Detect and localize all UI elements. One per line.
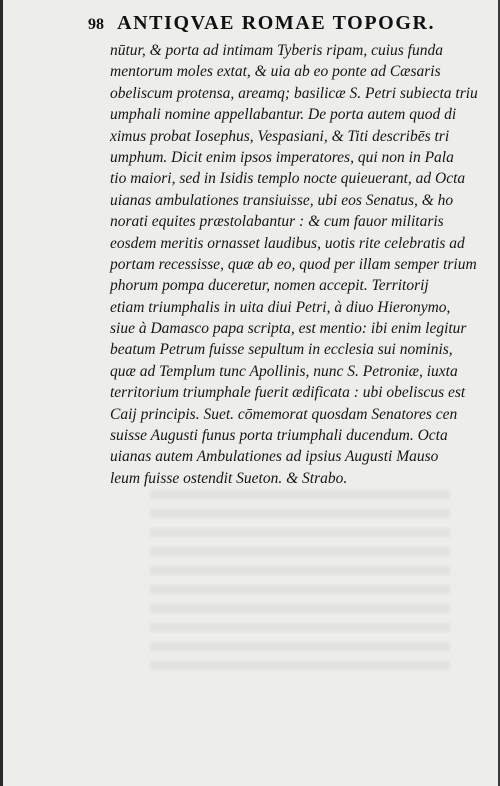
text-line: uianas ambulationes transiuisse, ubi eos Senatus, & ho — [110, 191, 454, 209]
page-edge-left — [0, 0, 3, 786]
text-line: etiam triumphalis in uita diui Petri, à diuo Hieronymo, — [110, 298, 451, 316]
text-line: obeliscum protensa, areamq; basilicæ S. Petri subiecta triu — [110, 84, 478, 102]
text-line: nūtur, & porta ad intimam Tyberis ripam, cuius funda — [110, 42, 443, 59]
text-line: portam recessisse, quæ ab eo, quod per illam semper trium — [110, 255, 477, 273]
text-line: uianas autem Ambulationes ad ipsius Augusti Mauso — [110, 448, 439, 466]
page-number: 98 — [88, 16, 104, 33]
text-line: phorum pompa duceretur, nomen accepit. Territorij — [110, 277, 429, 295]
text-line: quæ ad Templum tunc Apollinis, nunc S. Petroniæ, iuxta — [110, 362, 458, 380]
text-line: tio maiori, sed in Isidis templo nocte quieuerant, ad Octa — [110, 170, 466, 188]
text-line: umphum. Dicit enim ipsos imperatores, qui non in Pala — [110, 148, 454, 166]
text-line: territorium triumphale fuerit ædificata : ubi obeliscus est — [110, 384, 466, 402]
text-line: leum fuisse ostendit Sueton. & Strabo. — [110, 469, 348, 487]
body-text — [110, 40, 478, 489]
page-header — [88, 12, 460, 40]
text-line: Caij principis. Suet. cōmemorat quosdam Senatores cen — [110, 405, 458, 423]
text-line: mentorum moles extat, & uia ab eo ponte ad Cæsaris — [110, 63, 441, 81]
text-line: suisse Augusti funus porta triumphali ducendum. Octa — [110, 427, 448, 445]
running-title: ANTIQVAE ROMAE TOPOGR. — [117, 12, 436, 34]
text-line: ximus probat Iosephus, Vespasiani, & Titi describēs tri — [110, 127, 450, 145]
text-line: norati equites præstolabantur : & cum fauor militaris — [110, 213, 444, 231]
text-line: beatum Petrum fuisse sepultum in ecclesia sui nominis, — [110, 341, 453, 359]
text-line: siue à Damasco papa scripta, est mentio: ibi enim legitur — [110, 320, 467, 338]
text-line: umphali nomine appellabantur. De porta autem quod di — [110, 106, 457, 124]
show-through-bleed — [150, 490, 450, 670]
text-line: eosdem meritis ornasset laudibus, uotis rite celebratis ad — [110, 234, 465, 252]
